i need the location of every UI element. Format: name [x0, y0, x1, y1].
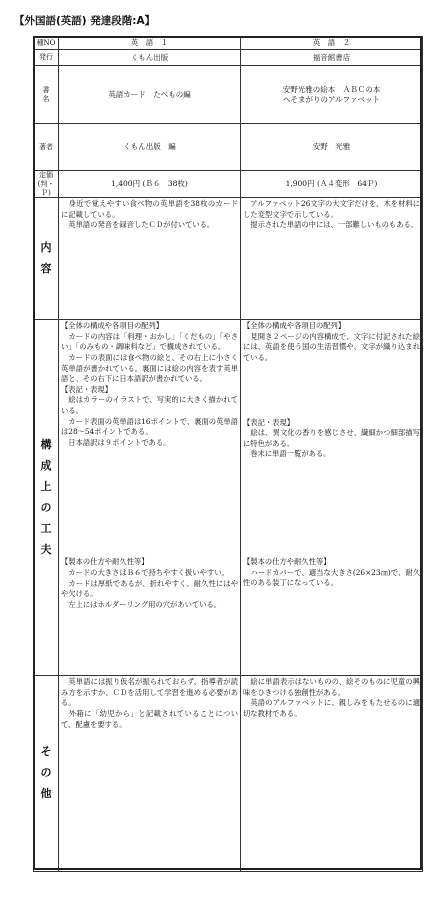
other-label-char: の — [40, 766, 52, 780]
book2-author: 安野 光雅 — [241, 124, 423, 171]
title-label-line: 名 — [42, 94, 50, 103]
content-label-char: 容 — [40, 261, 52, 275]
structure-label-char: 成 — [40, 458, 52, 472]
structure-label-char: 夫 — [40, 542, 52, 556]
price-label-line: 定価 — [39, 171, 53, 179]
publisher-label: 発行 — [34, 50, 59, 66]
book1-title: 英語カード たべもの編 — [59, 66, 241, 124]
table-outer-border — [33, 36, 422, 870]
book1-header: 英 語 １ — [59, 37, 241, 50]
book1-content: 身近で覚えやすい食べ物の英単語を38枚のカードに記載している。 英単語の発音を録音したＣＤが付いている。 — [61, 199, 238, 230]
content-label-char: 内 — [40, 240, 52, 254]
header-label: 種NO — [34, 37, 59, 50]
book2-title-line: へそまがりのアルファベット — [282, 94, 381, 104]
book1-structure-part2: 【製本の仕方や耐久性等】 カードの大きさはＢ６で持ちやすく扱いやすい。 カードは厚紙であるが、折れやすく、耐久性にはやや欠ける。 左上にはホルダーリング用の穴があいている。 — [61, 557, 238, 609]
structure-label-char: 工 — [40, 521, 52, 535]
book1-price: 1,400円 (Ｂ６ 38枚) — [59, 171, 241, 198]
structure-label-char: 上 — [40, 479, 52, 493]
structure-label-char: 構 — [40, 438, 52, 452]
author-label: 著者 — [34, 124, 59, 171]
book2-publisher: 福音館書店 — [241, 50, 423, 66]
book2-content: アルファベット26文字の大文字だけを、木を材料にした変型文字で示している。 提示された単語の中には、一部難しいものもある。 — [243, 199, 420, 230]
book2-title-line: 安野光雅の絵本 ＡＢＣの本 — [282, 84, 381, 94]
book1-publisher: くもん出版 — [59, 50, 241, 66]
structure-label-char: の — [40, 500, 52, 514]
title-label-line: 書 — [42, 85, 50, 94]
book2-structure-part2: 【表記・表現】 絵は、異文化の香りを感じさせ、繊細かつ細部描写に特色がある。 巻末に単語一覧がある。 — [243, 417, 420, 459]
book2-header: 英 語 ２ — [241, 37, 423, 50]
other-label-char: 他 — [40, 787, 52, 801]
book2-structure-part1: 【全体の構成や各項目の配列】 見開き２ページの内容構成で、文字に付記された絵には、英語を使う国の生活習慣や、文字が織り込まれている。 — [243, 321, 420, 363]
document-heading: 【外国語(英語) 発達段階:A】 — [14, 15, 156, 27]
book2-price: 1,900円 (Ａ４変形 64Ｐ) — [241, 171, 423, 198]
book1-structure-part1: 【全体の構成や各項目の配列】 カードの内容は「料理・おかし」「くだもの」「やさい」「のみもの・調味料など」で構成されている。 カードの表面には食べ物の絵と、その右上に小さく英単語が書かれている。裏面には絵の内容を表す英単語と、その右下に日本語訳が書かれている。 【表記・表現】 絵はカラーのイラストで、写実的に大きく描かれている。 カード表面の英単語は16ポイントで、裏面の英単語は28～54ポイントである。 日本語訳は９ポイントである。 — [61, 321, 238, 447]
price-label-line: (判・Ｐ) — [37, 179, 55, 197]
other-label-char: そ — [40, 745, 52, 759]
book2-other: 絵に単語表示はないものの、絵そのものに児童の興味をひきつける独創性がある。 英語のアルファベットに、親しみをもたせるのに適切な教材である。 — [243, 677, 420, 719]
book1-author: くもん出版 編 — [59, 124, 241, 171]
book2-structure-part3: 【製本の仕方や耐久性等】 ハードカバーで、適当な大きさ(26×23㎝)で、耐久性のある装丁になっている。 — [243, 557, 420, 588]
book1-other: 英単語には振り仮名が振られておらず、指導者が読み方を示すか、ＣＤを活用して学習を進める必要がある。 外箱に「幼児から」と記載されていることについて、配慮を要する。 — [61, 677, 238, 729]
